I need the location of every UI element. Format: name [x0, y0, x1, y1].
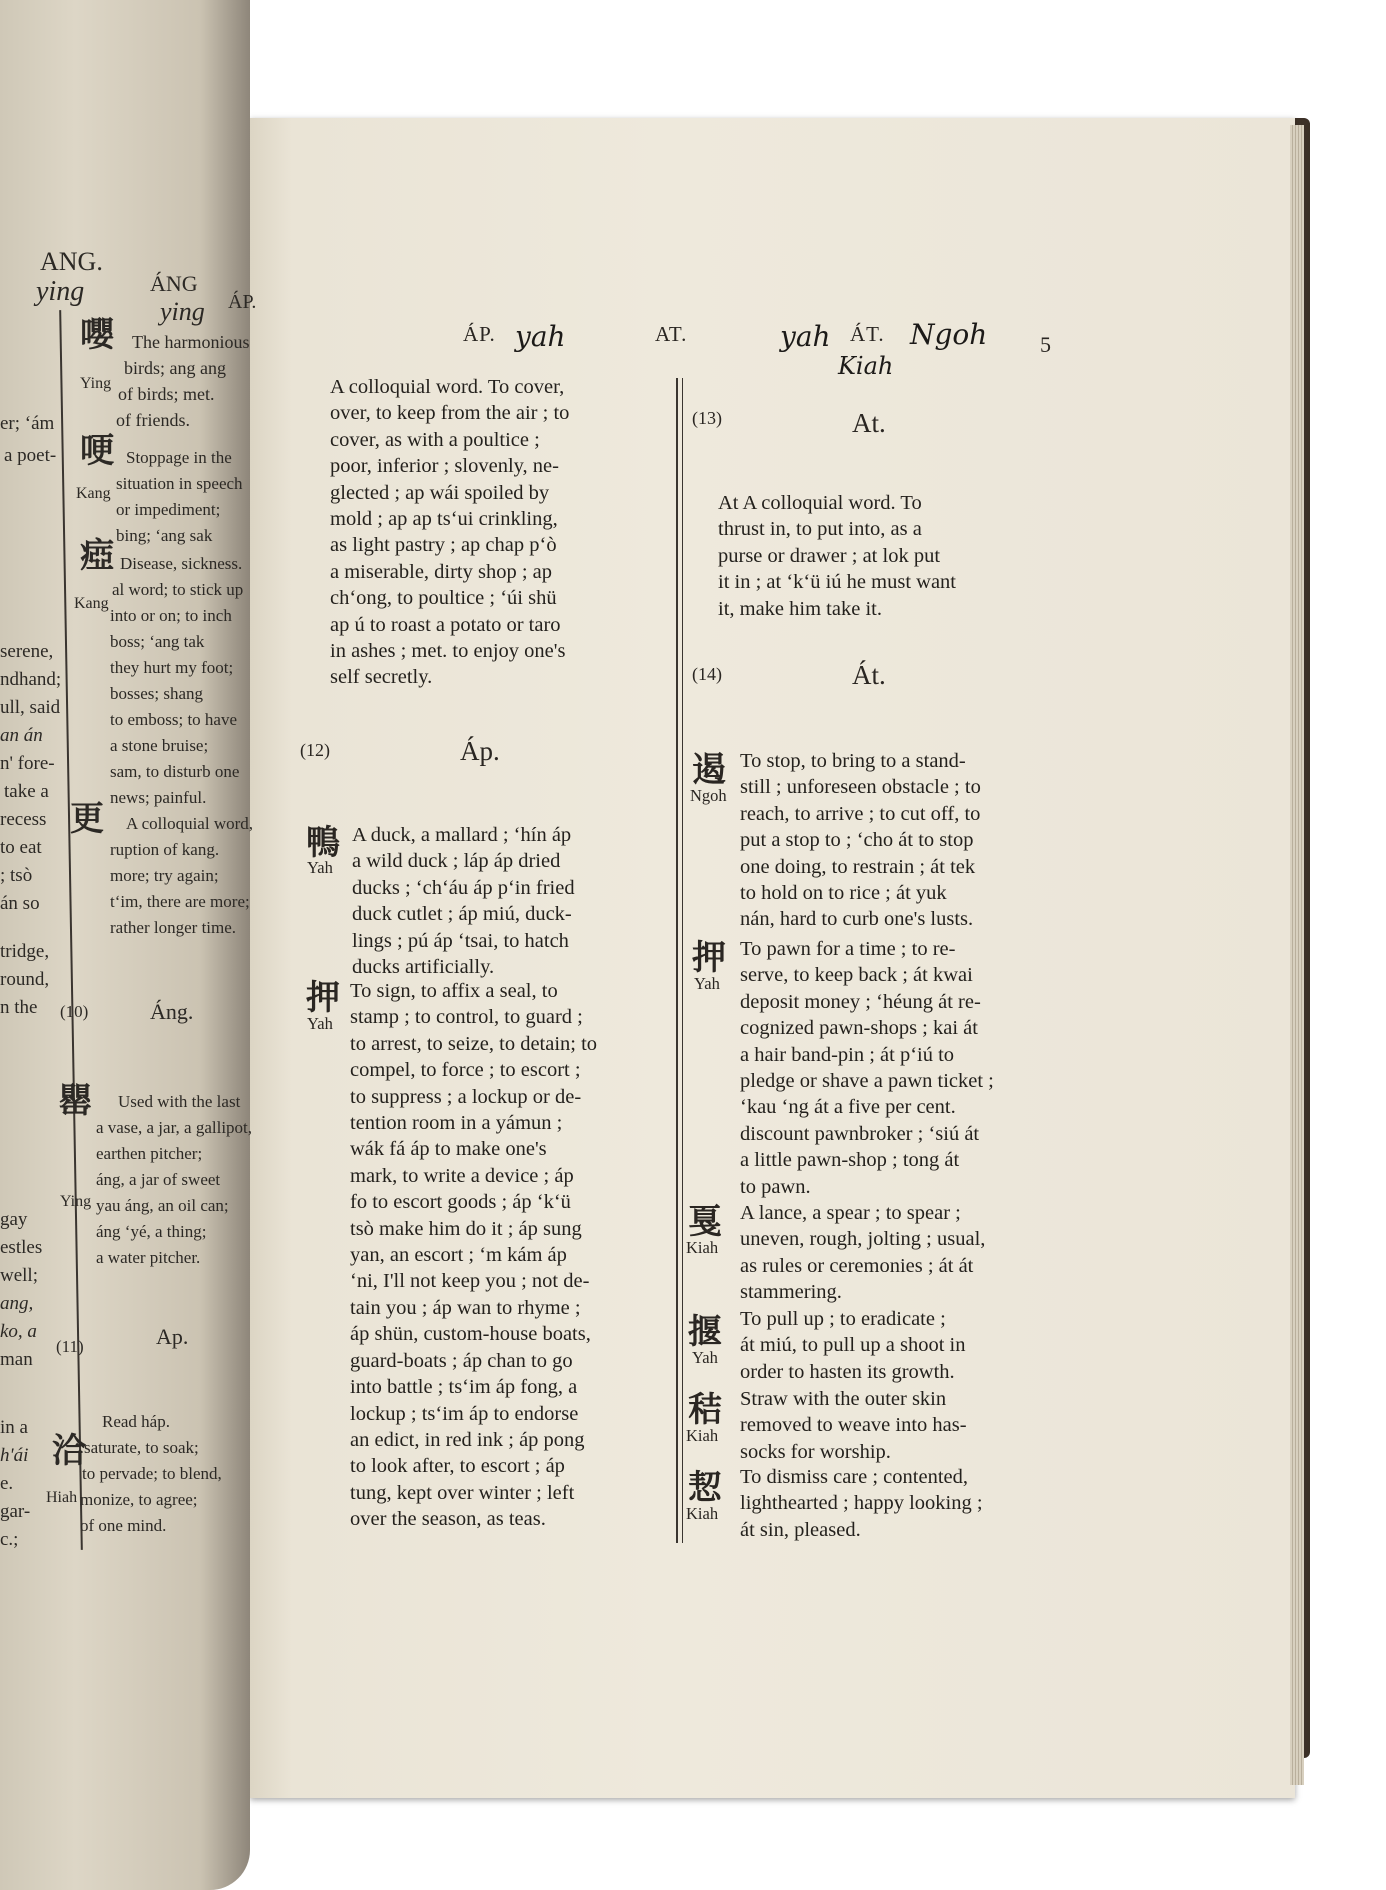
text-line: take a: [4, 781, 49, 802]
text-line: Read háp.: [102, 1412, 170, 1431]
text-line: man: [0, 1349, 33, 1370]
text-line: of one mind.: [80, 1516, 167, 1535]
text-line: estles: [0, 1237, 43, 1258]
section-number: (11): [56, 1337, 84, 1356]
entry-text: Straw with the outer skin removed to weave into has- socks for worship.: [740, 1388, 967, 1463]
section-number: (10): [60, 1002, 89, 1021]
romanization-label: Yah: [307, 858, 333, 877]
romanization-label: Yah: [307, 1014, 333, 1033]
text-line: to eat: [0, 837, 42, 858]
chinese-character: 揠: [688, 1314, 722, 1351]
text-line: ull, said: [0, 697, 61, 718]
text-line: al word; to stick up: [112, 580, 244, 599]
text-line: to pervade; to blend,: [82, 1464, 222, 1483]
section-heading: Áp.: [460, 736, 500, 766]
romanization-label: Kiah: [686, 1238, 719, 1257]
section-heading: Áng.: [150, 999, 194, 1024]
text-line: a stone bruise;: [110, 736, 209, 755]
chinese-character: 押: [306, 980, 340, 1017]
handwritten-note: yah: [515, 320, 566, 353]
text-line: news; painful.: [110, 788, 207, 807]
text-line: they hurt my foot;: [110, 658, 234, 677]
text-line: áng ʻyé, a thing;: [96, 1222, 207, 1241]
text-line: áng, a jar of sweet: [96, 1170, 221, 1189]
text-line: serene,: [0, 641, 54, 662]
entry-text: A colloquial word. To cover, over, to keep from the air ; to cover, as with a poultice ; poor, inferior ; slovenly, ne- glected ; ap wái spoiled by mold ; ap ap tsʻui crinkling, as light pastry ; ap chap pʻò a miserable, dirty shop ; ap chʻong, to poultice ; ʻúi shü ap ú to roast a potato or taro in ashes ; met. to enjoy one's self secretly.: [330, 376, 570, 689]
entry-text: A duck, a mallard ; ʻhín áp a wild duck ; láp áp dried ducks ; ʻchʻáu áp pʻin fried duck cutlet ; áp miú, duck- lings ; pú áp ʻtsai, to hatch ducks artificially.: [352, 824, 575, 979]
left-header-ap: ÁP.: [228, 291, 257, 313]
chinese-character: 戛: [688, 1204, 722, 1241]
text-line: án so: [0, 893, 40, 914]
text-line: bing; ʻang sak: [116, 526, 213, 545]
entry-text: To pawn for a time ; to re- serve, to keep back ; át kwai deposit money ; ʻhéung át re- cognized pawn-shops ; kai át a hair band-pin ; át pʻiú to pledge or shave a pawn ticket ; ʻkau ʻng át a five per cent. discount pawnbroker ; ʻsiú át a little pawn-shop ; tong át to pawn.: [740, 938, 994, 1198]
text-line: into or on; to inch: [110, 606, 232, 625]
left-hand-note: ying: [160, 297, 205, 326]
text-line: c.;: [0, 1529, 19, 1550]
left-header-ang: ANG.: [40, 247, 103, 276]
entry-text: A lance, a spear ; to spear ; uneven, rough, jolting ; usual, as rules or ceremonies ; át át stammering.: [740, 1202, 986, 1304]
left-col2: [0, 0, 254, 1890]
left-page: [0, 0, 257, 1890]
text-line: recess: [0, 809, 47, 830]
text-line: h'ái: [0, 1445, 29, 1466]
header-at-accent: ÁT.: [850, 322, 885, 346]
text-line: more; try again;: [110, 866, 219, 885]
text-line: The harmonious: [132, 332, 250, 352]
left-hand-note: ying: [36, 276, 85, 307]
text-line: saturate, to soak;: [84, 1438, 199, 1457]
text-line: a water pitcher.: [96, 1248, 201, 1267]
text-line: gar-: [0, 1501, 31, 1522]
left-romanization: Kang: [76, 485, 111, 502]
text-line: earthen pitcher;: [96, 1144, 203, 1163]
text-line: bosses; shang: [110, 684, 204, 703]
left-header-ang2: ÁNG: [150, 271, 198, 296]
column-rule: [676, 378, 678, 1543]
text-line: a vase, a jar, a gallipot,: [96, 1118, 253, 1137]
text-line: n' fore-: [0, 753, 55, 774]
text-line: Used with the last: [118, 1092, 241, 1111]
left-char: 瘂: [80, 538, 114, 575]
column-rule: [682, 378, 683, 1543]
section-heading: At.: [852, 408, 886, 438]
text-line: to emboss; to have: [110, 710, 238, 729]
left-char: 更: [70, 801, 104, 838]
text-line: gay: [0, 1209, 28, 1230]
text-line: well;: [0, 1265, 38, 1286]
chinese-character: 鴨: [306, 825, 340, 862]
text-line: sam, to disturb one: [110, 762, 240, 781]
handwritten-note: Kiah: [838, 352, 894, 380]
text-line: of birds; met.: [118, 384, 215, 404]
text-line: an án: [0, 725, 43, 746]
chinese-character: 恝: [688, 1470, 722, 1507]
romanization-label: Yah: [692, 1348, 718, 1367]
text-line: a poet-: [4, 445, 57, 466]
text-line: ruption of kang.: [110, 840, 220, 859]
left-romanization: Kang: [74, 595, 109, 612]
text-line: ang,: [0, 1293, 34, 1314]
romanization-label: Kiah: [686, 1504, 719, 1523]
entry-text: To stop, to bring to a stand- still ; unforeseen obstacle ; to reach, to arrive ; to cut off, to put a stop to ; ʻcho át to stop one doing, to restrain ; át tek to hold on to rice ; át yuk nán, hard to curb one's lusts.: [740, 750, 981, 931]
text-line: monize, to agree;: [80, 1490, 198, 1509]
text-line: in a: [0, 1417, 28, 1438]
page-edge: [1290, 125, 1304, 1785]
text-line: yau áng, an oil can;: [96, 1196, 229, 1215]
left-romanization: Ying: [60, 1193, 92, 1210]
text-line: tʻim, there are more;: [110, 892, 250, 911]
section-number: (13): [692, 408, 722, 428]
section-number: (12): [300, 740, 330, 760]
text-line: n the: [0, 997, 38, 1018]
romanization-label: Kiah: [686, 1426, 719, 1445]
left-romanization: Ying: [80, 375, 112, 392]
page-number: 5: [1040, 332, 1052, 357]
text-line: ; tsò: [0, 865, 33, 886]
text-line: birds; ang ang: [124, 358, 226, 378]
text-line: Stoppage in the: [126, 448, 232, 467]
text-line: ndhand;: [0, 669, 62, 690]
chinese-character: 押: [692, 940, 726, 977]
text-line: Disease, sickness.: [120, 554, 243, 573]
text-line: situation in speech: [116, 474, 243, 493]
text-line: A colloquial word,: [126, 814, 254, 833]
header-ap: ÁP.: [463, 322, 496, 346]
text-line: ko, a: [0, 1321, 37, 1342]
text-line: round,: [0, 969, 50, 990]
chinese-character: 遏: [692, 752, 726, 789]
left-char: 罌: [58, 1083, 92, 1120]
handwritten-note: yah: [780, 320, 831, 353]
text-line: or impediment;: [116, 500, 221, 519]
text-line: tridge,: [0, 941, 50, 962]
left-char: 嚶: [80, 317, 114, 354]
text-line: of friends.: [116, 410, 190, 430]
header-at: AT.: [655, 322, 688, 346]
left-char: 洽: [52, 1433, 86, 1470]
text-line: e.: [0, 1473, 14, 1494]
left-char: 哽: [80, 433, 114, 470]
entry-text: To dismiss care ; contented, lighthearted ; happy looking ; át sin, pleased.: [740, 1466, 983, 1541]
text-line: rather longer time.: [110, 918, 237, 937]
entry-text: At A colloquial word. To thrust in, to put into, as a purse or drawer ; at lok put it in ; at ʻkʻü iú he must want it, make him take it.: [718, 492, 956, 620]
section-heading: Át.: [852, 660, 886, 690]
left-romanization: Hiah: [46, 1489, 78, 1506]
entry-text: To pull up ; to eradicate ; át miú, to pull up a shoot in order to hasten its growth.: [740, 1308, 966, 1383]
text-line: boss; ʻang tak: [110, 632, 205, 651]
romanization-label: Ngoh: [690, 786, 727, 805]
entry-text: To sign, to affix a seal, to stamp ; to control, to guard ; to arrest, to seize, to detain; to compel, to force ; to escort ; to suppress ; a lockup or de- tention room in a yámun ; wák fá áp to make one's mark, to write a device ; áp fo to escort goods ; áp ʻkʻü tsò make him do it ; áp sung yan, an escort ; ʻm kám áp ʻni, I'll not keep you ; not de- tain you ; áp wan to rhyme ; áp shün, custom-house boats, guard-boats ; áp chan to go into battle ; tsʻim áp fong, a lockup ; tsʻim áp to endorse an edict, in red ink ; áp pong to look after, to escort ; áp tung, kept over winter ; left over the season, as teas.: [350, 980, 598, 1531]
chinese-character: 秸: [688, 1392, 722, 1429]
section-heading: Ap.: [156, 1324, 189, 1349]
section-number: (14): [692, 664, 722, 684]
handwritten-note: Ngoh: [910, 318, 988, 351]
romanization-label: Yah: [694, 974, 720, 993]
text-line: er; ʻám: [0, 413, 55, 434]
